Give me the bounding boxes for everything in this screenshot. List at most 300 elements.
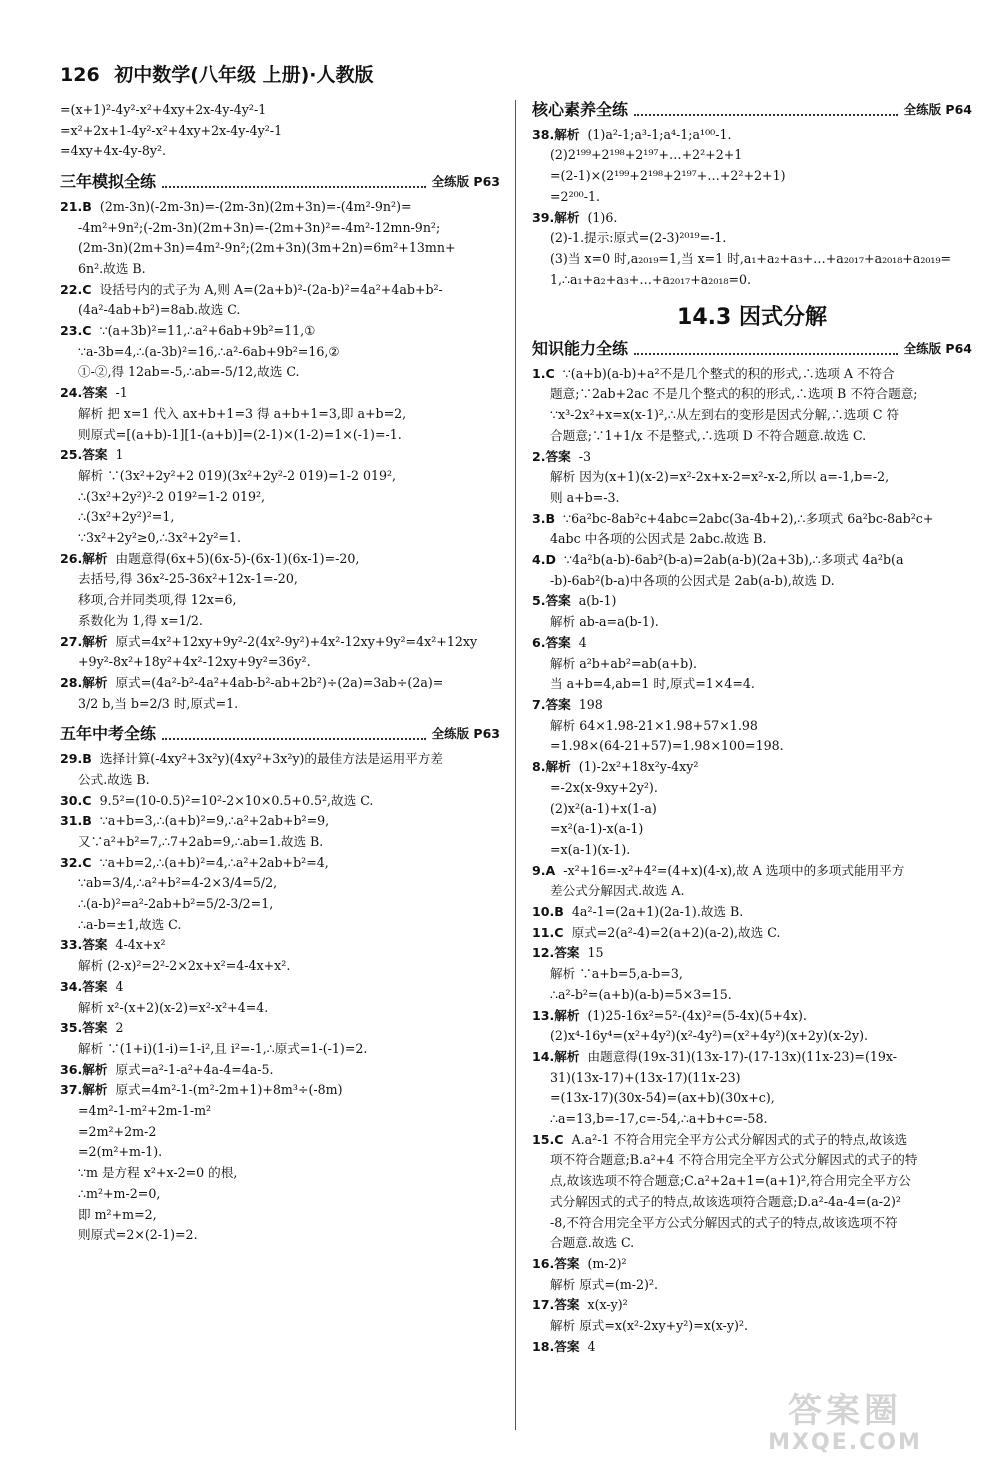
item-line: [532, 1006, 972, 1027]
answer-item: [532, 1130, 972, 1254]
book-title: 初中数学(八年级 上册)·人教版: [114, 64, 374, 86]
item-text: =2²⁰⁰-1.: [550, 188, 600, 204]
item-text: ∵x³-2x²+x=x(x-1)²,∴从左到右的变形是因式分解,∴选项 C 符: [550, 407, 900, 423]
item-text: 原式=4m²-1-(m²-2m+1)+8m³÷(-8m): [115, 1082, 343, 1098]
item-line: [532, 633, 972, 654]
item-line: [532, 405, 972, 426]
section-ref: 全练版 P63: [431, 726, 500, 742]
item-text: -x²+16=-x²+4²=(4+x)(4-x),故 A 选项中的多项式能用平方: [563, 862, 905, 878]
item-text: (2)-1.提示:原式=(2-3)²⁰¹⁹=-1.: [550, 230, 727, 246]
item-line: [60, 1039, 500, 1060]
item-text: 解析 ∵a+b=5,a-b=3,: [550, 966, 683, 982]
item-text: ∵(a+3b)²=11,∴a²+6ab+9b²=11,①: [99, 323, 316, 339]
item-line: [532, 1213, 972, 1234]
item-line: [60, 749, 500, 770]
item-line: [532, 591, 972, 612]
item-line: [532, 1150, 972, 1171]
item-text: -8,不符合用完全平方公式分解因式的式子的特点,故该选项不符: [550, 1214, 898, 1230]
item-text: =(13x-17)(30x-54)=(ax+b)(30x+c),: [550, 1090, 775, 1106]
item-line: [532, 1130, 972, 1151]
answer-item: [532, 1337, 972, 1358]
item-text: =-2x(x-9xy+2y²).: [550, 779, 658, 795]
item-line: [532, 550, 972, 571]
section-ref: 全练版 P64: [903, 102, 972, 117]
item-line: [60, 218, 500, 239]
item-text: 移项,合并同类项,得 12x=6,: [78, 592, 237, 608]
item-line: [532, 270, 972, 291]
item-number: 13.解析: [532, 1007, 580, 1023]
item-number: 21.B: [60, 198, 92, 214]
item-line: [60, 977, 500, 998]
answer-item: [532, 364, 972, 447]
item-number: 7.答案: [532, 696, 571, 712]
item-line: [532, 1192, 972, 1213]
item-line: [532, 509, 972, 530]
item-text: 解析 (2-x)²=2²-2×2x+x²=4-4x+x².: [78, 958, 291, 974]
item-number: 17.答案: [532, 1297, 580, 1313]
item-text: =x(a-1)(x-1).: [550, 841, 631, 857]
item-line: [60, 1142, 500, 1163]
answer-item: [60, 197, 500, 280]
item-list: [532, 364, 972, 1358]
item-line: [60, 673, 500, 694]
item-text: ∴(3x²+2y²)²=1,: [78, 509, 175, 525]
item-line: [60, 915, 500, 936]
item-text: =2m²+2m-2: [78, 1123, 157, 1139]
item-text: (1)-2x²+18x²y-4xy²: [578, 759, 699, 775]
item-text: (1)6.: [587, 209, 618, 225]
item-text: 合题意;∵1+1/x 不是整式,∴选项 D 不符合题意.故选 C.: [550, 427, 867, 443]
item-text: (3)当 x=0 时,a₂₀₁₉=1,当 x=1 时,a₁+a₂+a₃+…+a₂₀₁₇+a₂₀₁₈+a₂₀₁₉=: [550, 250, 952, 266]
item-line: [532, 166, 972, 187]
watermark: [730, 1392, 960, 1462]
item-number: 34.答案: [60, 978, 108, 994]
item-number: 10.B: [532, 904, 564, 920]
item-text: 解析 64×1.98-21×1.98+57×1.98: [550, 717, 758, 733]
item-line: [532, 125, 972, 146]
answer-item: [532, 591, 972, 632]
item-line: [532, 384, 972, 405]
item-line: [60, 300, 500, 321]
answer-item: [532, 695, 972, 757]
intro-lines: [60, 100, 500, 162]
answer-item: [532, 633, 972, 695]
item-line: [60, 1163, 500, 1184]
item-list: [60, 749, 500, 1246]
item-line: [532, 208, 972, 229]
item-line: [60, 569, 500, 590]
item-line: [60, 487, 500, 508]
item-text: 原式=(4a²-b²-4a²+4ab-b²-ab+2b²)÷(2a)=3ab÷(2a)=: [115, 674, 444, 690]
answer-item: [532, 757, 972, 861]
item-text: 1,∴a₁+a₂+a₃+…+a₂₀₁₇+a₂₀₁₈=0.: [550, 271, 752, 287]
item-text: 原式=2(a²-4)=2(a+2)(a-2),故选 C.: [571, 924, 781, 940]
item-line: [532, 571, 972, 592]
item-number: 37.解析: [60, 1082, 108, 1098]
item-list: [60, 197, 500, 715]
leader-dots: [634, 353, 898, 355]
item-number: 36.解析: [60, 1061, 108, 1077]
item-line: [532, 1295, 972, 1316]
item-text: (2)2¹⁹⁹+2¹⁹⁸+2¹⁹⁷+…+2²+2+1: [550, 147, 743, 163]
section-header-sanian: [60, 172, 500, 193]
item-text: (2m-3n)(-2m-3n)=-(2m-3n)(2m+3n)=-(4m²-9n²)=: [99, 198, 412, 214]
chapter-title: 14.3 因式分解: [677, 305, 827, 331]
item-text: 4a²-1=(2a+1)(2a-1).故选 B.: [571, 904, 744, 920]
watermark-seal: 答案圈: [788, 1391, 902, 1431]
item-line: [60, 1080, 500, 1101]
answer-item: [60, 549, 500, 632]
item-text: 差公式分解因式.故选 A.: [550, 883, 685, 899]
item-text: 解析 ∵(3x²+2y²+2 019)(3x²+2y²-2 019)=1-2 019²,: [78, 467, 397, 483]
item-text: ∴(a-b)²=a²-2ab+b²=5/2-3/2=1,: [78, 896, 274, 912]
item-line: [60, 590, 500, 611]
item-text: -b)-6ab²(b-a)中各项的公因式是 2ab(a-b),故选 D.: [550, 572, 835, 588]
item-line: [60, 362, 500, 383]
item-text: =x²(a-1)-x(a-1): [550, 821, 644, 837]
item-text: ∴m²+m-2=0,: [78, 1185, 161, 1201]
section-ref: 全练版 P64: [903, 341, 972, 357]
item-line: [532, 695, 972, 716]
answer-item: [60, 853, 500, 936]
item-list: [532, 125, 972, 291]
answer-item: [60, 1080, 500, 1246]
answer-item: [532, 550, 972, 591]
item-line: [532, 1316, 972, 1337]
item-text: 原式=a²-1-a²+4a-4=4a-5.: [115, 1061, 274, 1077]
item-line: [532, 923, 972, 944]
item-line: [532, 447, 972, 468]
item-line: [60, 998, 500, 1019]
item-line: [60, 694, 500, 715]
item-number: 1.C: [532, 365, 555, 381]
answer-item: [60, 811, 500, 852]
item-line: [60, 404, 500, 425]
item-text: (1)25-16x²=5²-(4x)²=(5-4x)(5+4x).: [587, 1007, 807, 1023]
section-title: 知识能力全练: [532, 339, 629, 359]
item-text: -1: [115, 385, 128, 401]
answer-item: [532, 923, 972, 944]
item-number: 2.答案: [532, 448, 571, 464]
text-line: =x²+2x+1-4y²-x²+4xy+2x-4y-4y²-1: [60, 122, 283, 138]
item-line: [60, 238, 500, 259]
item-line: [532, 799, 972, 820]
item-number: 12.答案: [532, 945, 580, 961]
answer-item: [532, 509, 972, 550]
item-text: 设括号内的式子为 A,则 A=(2a+b)²-(2a-b)²=4a²+4ab+b²-: [99, 281, 443, 297]
item-line: [60, 259, 500, 280]
item-line: [60, 811, 500, 832]
answer-item: [60, 935, 500, 976]
item-text: 4: [587, 1338, 596, 1354]
item-text: ∵6a²bc-8ab²c+4abc=2abc(3a-4b+2),∴多项式 6a²bc-8ab²c+: [563, 510, 934, 526]
item-text: 项不符合题意;B.a²+4 不符合用完全平方公式分解因式的式子的特: [550, 1152, 918, 1168]
item-number: 29.B: [60, 751, 92, 767]
item-line: [532, 1109, 972, 1130]
item-text: 198: [578, 696, 603, 712]
answer-item: [60, 1018, 500, 1059]
item-text: =(2-1)×(2¹⁹⁹+2¹⁹⁸+2¹⁹⁷+…+2²+2+1): [550, 168, 786, 184]
answer-item: [532, 902, 972, 923]
item-number: 4.D: [532, 552, 557, 568]
item-line: [60, 507, 500, 528]
item-line: [60, 770, 500, 791]
item-text: ∵4a²b(a-b)-6ab²(b-a)=2ab(a-b)(2a+3b),∴多项式 4a²b(a: [564, 552, 904, 568]
item-text: 4-4x+x²: [115, 937, 166, 953]
item-text: 4abc 中各项的公因式是 2abc.故选 B.: [550, 531, 767, 547]
item-number: 9.A: [532, 862, 556, 878]
item-line: [60, 791, 500, 812]
item-line: [60, 445, 500, 466]
item-line: [532, 736, 972, 757]
item-text: ∴a²-b²=(a+b)(a-b)=5×3=15.: [550, 986, 732, 1002]
answer-item: [532, 1047, 972, 1130]
item-line: [532, 964, 972, 985]
item-line: [60, 466, 500, 487]
item-number: 25.答案: [60, 447, 108, 463]
item-text: 由题意得(6x+5)(6x-5)-(6x-1)(6x-1)=-20,: [115, 550, 360, 566]
item-text: 2: [115, 1020, 124, 1036]
item-line: [532, 187, 972, 208]
item-line: [60, 1122, 500, 1143]
item-line: [532, 1088, 972, 1109]
item-line: [532, 881, 972, 902]
text-line: =(x+1)²-4y²-x²+4xy+2x-4y-4y²-1: [60, 102, 267, 117]
item-text: a(b-1): [578, 593, 617, 609]
item-text: 解析 a²b+ab²=ab(a+b).: [550, 655, 698, 671]
item-number: 24.答案: [60, 385, 108, 401]
item-text: 公式.故选 B.: [78, 771, 150, 787]
item-line: [60, 528, 500, 549]
item-text: 选择计算(-4xy²+3x²y)(4xy²+3x²y)的最佳方法是运用平方差: [99, 751, 443, 767]
item-text: 则原式=[(a+b)-1][1-(a+b)]=(2-1)×(1-2)=1×(-1)=-1.: [78, 426, 402, 442]
answer-item: [60, 280, 500, 321]
item-line: [532, 757, 972, 778]
answer-item: [532, 1295, 972, 1336]
item-number: 23.C: [60, 323, 92, 339]
item-text: 解析 x²-(x+2)(x-2)=x²-x²+4=4.: [78, 999, 269, 1015]
leader-dots: [634, 114, 898, 116]
item-text: 解析 因为(x+1)(x-2)=x²-2x+x-2=x²-x-2,所以 a=-1,b=-2,: [550, 469, 890, 485]
item-line: [532, 1171, 972, 1192]
item-text: x(x-y)²: [587, 1297, 628, 1313]
item-text: 则 a+b=-3.: [550, 489, 620, 505]
item-line: [532, 902, 972, 923]
item-line: [60, 632, 500, 653]
item-line: [60, 342, 500, 363]
item-line: [532, 145, 972, 166]
answer-item: [60, 321, 500, 383]
item-number: 15.C: [532, 1131, 564, 1147]
item-line: [532, 1275, 972, 1296]
item-text: (1)a²-1;a³-1;a⁴-1;a¹⁰⁰-1.: [587, 126, 732, 142]
item-text: 点,故该选项不符合题意;C.a²+2a+1=(a+1)²,符合用完全平方公: [550, 1173, 911, 1189]
item-text: 去括号,得 36x²-25-36x²+12x-1=-20,: [78, 571, 298, 587]
answer-item: [60, 632, 500, 673]
item-number: 38.解析: [532, 126, 580, 142]
answer-item: [532, 1006, 972, 1047]
item-text: -4m²+9n²;(-2m-3n)(2m+3n)=-(2m+3n)²=-4m²-12mn-9n²;: [78, 219, 441, 235]
item-line: [532, 488, 972, 509]
watermark-url: MXQE.COM: [768, 1430, 922, 1455]
item-text: (2)x⁴-16y⁴=(x²+4y²)(x²-4y²)=(x²+4y²)(x+2y)(x-2y).: [550, 1028, 869, 1044]
item-text: 9.5²=(10-0.5)²=10²-2×10×0.5+0.5²,故选 C.: [99, 792, 374, 808]
item-line: [60, 652, 500, 673]
item-text: ∴(3x²+2y²)²-2 019²=1-2 019²,: [78, 488, 266, 504]
item-text: =1.98×(64-21+57)=1.98×100=198.: [550, 738, 784, 754]
item-line: [60, 832, 500, 853]
item-text: 3/2 b,当 b=2/3 时,原式=1.: [78, 695, 239, 711]
item-line: [532, 716, 972, 737]
item-line: [532, 426, 972, 447]
item-text: 式分解因式的式子的特点,故该选项符合题意;D.a²-4a-4=(a-2)²: [550, 1193, 901, 1209]
item-text: ∵3x²+2y²≥0,∴3x²+2y²=1.: [78, 530, 241, 546]
item-text: =2(m²+m-1).: [78, 1144, 163, 1160]
item-number: 26.解析: [60, 550, 108, 566]
item-line: [60, 1205, 500, 1226]
item-text: 原式=4x²+12xy+9y²-2(4x²-9y²)+4x²-12xy+9y²=4x²+12xy: [115, 633, 478, 649]
section-ref: 全练版 P63: [431, 174, 500, 190]
item-number: 8.解析: [532, 759, 571, 775]
item-text: 4: [115, 978, 124, 994]
column-divider: [515, 100, 516, 1430]
item-line: [60, 1184, 500, 1205]
item-number: 3.B: [532, 510, 556, 526]
item-line: [60, 280, 500, 301]
item-line: [532, 819, 972, 840]
item-text: 又∵a²+b²=7,∴7+2ab=9,∴ab=1.故选 B.: [78, 833, 324, 849]
item-text: 合题意.故选 C.: [550, 1235, 635, 1251]
item-number: 11.C: [532, 924, 564, 940]
item-text: 1: [115, 447, 124, 463]
item-text: (2)x²(a-1)+x(1-a): [550, 800, 657, 816]
item-line: [60, 853, 500, 874]
item-text: ∵(a+b)(a-b)+a²不是几个整式的积的形式,∴选项 A 不符合: [562, 365, 895, 381]
item-number: 28.解析: [60, 674, 108, 690]
item-line: [532, 1068, 972, 1089]
item-line: [532, 1233, 972, 1254]
left-column: [60, 100, 500, 1246]
item-line: [60, 425, 500, 446]
item-line: [532, 654, 972, 675]
item-line: [532, 612, 972, 633]
answer-item: [532, 861, 972, 902]
item-line: [532, 861, 972, 882]
item-text: 15: [587, 945, 604, 961]
answer-item: [60, 383, 500, 445]
item-line: [532, 1254, 972, 1275]
item-text: ∴a=13,b=-17,c=-54,∴a+b+c=-58.: [550, 1111, 768, 1127]
item-text: 题意;∵2ab+2ac 不是几个整式的积的形式,∴选项 B 不符合题意;: [550, 386, 918, 402]
item-line: [60, 611, 500, 632]
leader-dots: [162, 738, 426, 740]
item-line: [60, 197, 500, 218]
item-line: [60, 873, 500, 894]
item-line: [60, 1060, 500, 1081]
item-text: ∵a-3b=4,∴(a-3b)²=16,∴a²-6ab+9b²=16,②: [78, 343, 340, 359]
item-line: [60, 383, 500, 404]
item-line: [60, 549, 500, 570]
item-text: 系数化为 1,得 x=1/2.: [78, 612, 203, 628]
item-line: [532, 943, 972, 964]
item-number: 16.答案: [532, 1255, 580, 1271]
item-text: ∴a-b=±1,故选 C.: [78, 916, 182, 932]
item-text: 4: [578, 634, 587, 650]
item-text: 6n².故选 B.: [78, 260, 146, 276]
answer-item: [532, 943, 972, 1005]
item-line: [532, 840, 972, 861]
item-text: ∵ab=3/4,∴a²+b²=4-2×3/4=5/2,: [78, 875, 278, 891]
item-line: [532, 778, 972, 799]
item-text: (m-2)²: [587, 1255, 627, 1271]
item-number: 5.答案: [532, 593, 571, 609]
item-line: [532, 467, 972, 488]
page-number: 126: [60, 64, 100, 86]
item-text: 31)(13x-17)+(13x-17)(11x-23): [550, 1069, 741, 1085]
section-title: 核心素养全练: [532, 100, 629, 119]
item-text: 解析 原式=x(x²-2xy+y²)=x(x-y)².: [550, 1318, 748, 1334]
item-number: 27.解析: [60, 633, 108, 649]
item-line: [532, 364, 972, 385]
item-line: [532, 1026, 972, 1047]
item-number: 39.解析: [532, 209, 580, 225]
answer-item: [60, 749, 500, 790]
item-text: 解析 ab-a=a(b-1).: [550, 614, 659, 630]
section-header-wunian: [60, 724, 500, 745]
item-line: [60, 935, 500, 956]
item-text: 则原式=2×(2-1)=2.: [78, 1227, 198, 1243]
item-number: 6.答案: [532, 634, 571, 650]
item-line: [532, 985, 972, 1006]
section-title: 三年模拟全练: [60, 172, 157, 192]
answer-item: [60, 791, 500, 812]
right-column: [532, 100, 972, 1357]
item-text: -3: [578, 448, 592, 464]
item-number: 33.答案: [60, 937, 108, 953]
item-line: [532, 674, 972, 695]
item-line: [532, 529, 972, 550]
text-line: =4xy+4x-4y-8y².: [60, 143, 167, 159]
answer-item: [60, 445, 500, 549]
answer-item: [60, 673, 500, 714]
item-text: 由题意得(19x-31)(13x-17)-(17-13x)(11x-23)=(19x-: [587, 1048, 898, 1064]
item-text: (2m-3n)(2m+3n)=4m²-9n²;(2m+3n)(3m+2n)=6m²+13mn+: [78, 240, 456, 256]
section-header-zhishi: [532, 339, 972, 360]
item-text: 即 m²+m=2,: [78, 1206, 157, 1222]
item-line: [532, 1047, 972, 1068]
item-number: 30.C: [60, 792, 92, 808]
item-line: [532, 228, 972, 249]
item-text: ∵a+b=3,∴(a+b)²=9,∴a²+2ab+b²=9,: [99, 813, 330, 829]
answer-item: [532, 125, 972, 208]
item-line: [532, 249, 972, 270]
item-number: 18.答案: [532, 1338, 580, 1354]
item-text: 当 a+b=4,ab=1 时,原式=1×4=4.: [550, 676, 755, 692]
item-number: 22.C: [60, 281, 92, 297]
item-text: ∵m 是方程 x²+x-2=0 的根,: [78, 1165, 238, 1181]
item-line: [60, 894, 500, 915]
item-number: 14.解析: [532, 1048, 580, 1064]
page-header: [60, 60, 940, 87]
section-title: 五年中考全练: [60, 724, 157, 744]
item-line: [60, 1225, 500, 1246]
item-text: 解析 把 x=1 代入 ax+b+1=3 得 a+b+1=3,即 a+b=2,: [78, 405, 407, 421]
item-text: ∵a+b=2,∴(a+b)²=4,∴a²+2ab+b²=4,: [99, 854, 329, 870]
leader-dots: [162, 186, 426, 188]
item-text: +9y²-8x²+18y²+4x²-12xy+9y²=36y².: [78, 654, 311, 670]
item-line: [60, 321, 500, 342]
item-text: 解析 ∵(1+i)(1-i)=1-i²,且 i²=-1,∴原式=1-(-1)=2.: [78, 1040, 368, 1056]
